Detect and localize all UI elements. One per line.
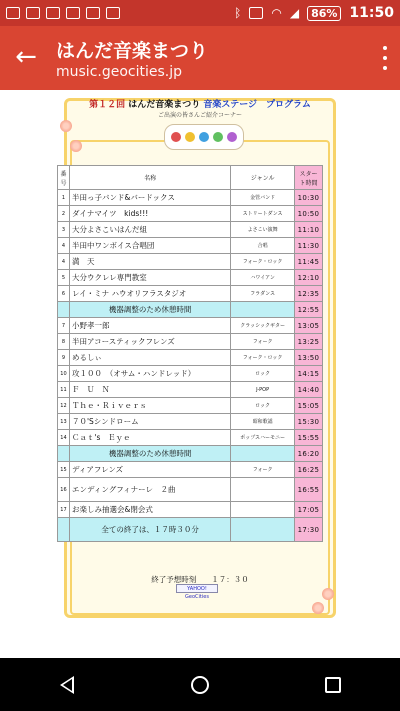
cell-genre: 昭和歌謡 xyxy=(231,414,295,430)
cell-genre: J-POP xyxy=(231,382,295,398)
cell-genre: 合唱 xyxy=(231,238,295,254)
cell-name: レイ・ミナ ハウオリフラスタジオ xyxy=(69,286,230,302)
nfc-icon xyxy=(249,7,263,19)
clock: 11:50 xyxy=(349,5,394,21)
cell-genre xyxy=(231,478,295,502)
cell-name: エンディングフィナーレ ２曲 xyxy=(69,478,230,502)
cell-genre: ハワイアン xyxy=(231,270,295,286)
header-no: 番号 xyxy=(58,166,70,190)
table-row xyxy=(58,430,323,446)
cell-start: 13:25 xyxy=(294,334,322,350)
overflow-menu-icon[interactable] xyxy=(380,46,390,70)
cell-start: 11:45 xyxy=(294,254,322,270)
program-table xyxy=(57,165,323,542)
cell-no: 9 xyxy=(58,350,70,366)
cell-start: 12:35 xyxy=(294,286,322,302)
cell-name: 大分よさこいはんだ組 xyxy=(69,222,230,238)
cell-genre: ストリートダンス xyxy=(231,206,295,222)
geocities-badge[interactable]: YAHOO! GeoCities xyxy=(176,584,218,593)
edition-number: 第１２回 xyxy=(89,100,126,110)
cell-genre: フォーク xyxy=(231,462,295,478)
table-row xyxy=(58,398,323,414)
cell-no: 17 xyxy=(58,502,70,518)
cell-name: 全ての終了は、１７時３０分 xyxy=(69,518,230,542)
home-circle-icon xyxy=(191,676,209,694)
flower-decoration xyxy=(322,588,334,600)
cell-start: 15:05 xyxy=(294,398,322,414)
recents-square-icon xyxy=(325,677,341,693)
estimated-end-time: 終了予想時刻 １７：３０ xyxy=(151,575,249,584)
cell-name: ダイナマイツ kids!!! xyxy=(69,206,230,222)
header-name: 名称 xyxy=(69,166,230,190)
bluetooth-icon: ᛒ xyxy=(234,6,242,20)
clipboard-icon xyxy=(66,7,80,19)
cell-name: 小野孝一郎 xyxy=(69,318,230,334)
cell-no: 1 xyxy=(58,190,70,206)
page-title: はんだ音楽まつり xyxy=(56,40,209,62)
cell-no: 10 xyxy=(58,366,70,382)
cell-no: 13 xyxy=(58,414,70,430)
home-nav-button[interactable] xyxy=(180,665,220,705)
cell-name: 大分ウクレレ専門教室 xyxy=(69,270,230,286)
cell-name: 機器調整のため休憩時間 xyxy=(69,302,230,318)
web-content[interactable] xyxy=(0,90,400,658)
app-icon xyxy=(86,7,100,19)
cell-genre xyxy=(231,302,295,318)
cell-genre xyxy=(231,518,295,542)
cell-start: 10:30 xyxy=(294,190,322,206)
battery-indicator: 86% xyxy=(307,6,341,21)
flower-decoration xyxy=(60,120,72,132)
table-row xyxy=(58,462,323,478)
cell-no xyxy=(58,302,70,318)
app-bar xyxy=(0,26,400,90)
back-nav-button[interactable] xyxy=(47,665,87,705)
table-row xyxy=(58,366,323,382)
table-row xyxy=(58,270,323,286)
cell-start: 15:30 xyxy=(294,414,322,430)
cell-no: 2 xyxy=(58,206,70,222)
program-heading xyxy=(0,97,400,110)
break-row xyxy=(58,302,323,318)
cell-genre xyxy=(231,502,295,518)
system-icons xyxy=(234,5,394,21)
cell-name: めるしぃ xyxy=(69,350,230,366)
table-row xyxy=(58,254,323,270)
cell-genre: フォーク・ロック xyxy=(231,254,295,270)
subheading: ご出演の皆さんご紹介コーナー xyxy=(157,112,242,119)
cell-start: 14:15 xyxy=(294,366,322,382)
cell-genre: フォーク xyxy=(231,334,295,350)
break-row xyxy=(58,446,323,462)
notification-icons xyxy=(6,7,120,19)
photo-icon xyxy=(26,7,40,19)
cell-no: 14 xyxy=(58,430,70,446)
cell-no: 12 xyxy=(58,398,70,414)
cell-name: Ｃａｔ's Ｅｙｅ xyxy=(69,430,230,446)
cell-start: 17:05 xyxy=(294,502,322,518)
cell-genre xyxy=(231,446,295,462)
cell-name: お楽しみ抽選会&閉会式 xyxy=(69,502,230,518)
cell-start: 17:30 xyxy=(294,518,322,542)
cell-genre: ロック xyxy=(231,398,295,414)
cell-start: 12:10 xyxy=(294,270,322,286)
table-row xyxy=(58,206,323,222)
recents-nav-button[interactable] xyxy=(313,665,353,705)
wifi-icon: ◠ xyxy=(271,6,282,20)
table-row xyxy=(58,286,323,302)
back-arrow-icon[interactable]: ← xyxy=(15,42,37,72)
page-url: music.geocities.jp xyxy=(56,64,183,80)
cell-name: 攻１００ （オサム・ハンドレッド） xyxy=(69,366,230,382)
cell-start: 16:20 xyxy=(294,446,322,462)
cell-genre: よさこい演舞 xyxy=(231,222,295,238)
header-start: スタート時間 xyxy=(294,166,322,190)
cell-start: 12:55 xyxy=(294,302,322,318)
cell-start: 11:10 xyxy=(294,222,322,238)
cell-no: 16 xyxy=(58,478,70,502)
cell-no: 7 xyxy=(58,318,70,334)
signal-icon: ◢ xyxy=(289,6,300,20)
cell-name: ７０'Sシンドローム xyxy=(69,414,230,430)
cell-no: 4 xyxy=(58,238,70,254)
animal-icon xyxy=(106,7,120,19)
table-row xyxy=(58,382,323,398)
back-triangle-icon xyxy=(60,676,74,694)
break-row xyxy=(58,518,323,542)
cell-genre: フォーク・ロック xyxy=(231,350,295,366)
cell-start: 16:25 xyxy=(294,462,322,478)
cell-name: Ｔｈｅ・Ｒｉｖｅｒｓ xyxy=(69,398,230,414)
table-row xyxy=(58,190,323,206)
message-icon xyxy=(6,7,20,19)
cell-name: 半田っ子バンド&バードックス xyxy=(69,190,230,206)
festival-logo xyxy=(164,124,244,150)
cell-start: 11:30 xyxy=(294,238,322,254)
festival-name: はんだ音楽まつり xyxy=(128,100,201,110)
navigation-bar xyxy=(0,658,400,711)
cell-genre: 金管バンド xyxy=(231,190,295,206)
cell-no: 11 xyxy=(58,382,70,398)
table-row xyxy=(58,350,323,366)
flower-decoration xyxy=(312,602,324,614)
table-row xyxy=(58,238,323,254)
header-genre: ジャンル xyxy=(231,166,295,190)
table-row xyxy=(58,318,323,334)
cell-start: 14:40 xyxy=(294,382,322,398)
table-row xyxy=(58,222,323,238)
table-row xyxy=(58,414,323,430)
cell-no: 4 xyxy=(58,254,70,270)
cell-name: 半田中ワンボイス合唱団 xyxy=(69,238,230,254)
status-bar xyxy=(0,0,400,26)
cell-name: Ｆ Ｕ Ｎ xyxy=(69,382,230,398)
cell-no xyxy=(58,518,70,542)
table-row xyxy=(58,478,323,502)
cell-no: 3 xyxy=(58,222,70,238)
cell-name: 機器調整のため休憩時間 xyxy=(69,446,230,462)
gallery-icon xyxy=(46,7,60,19)
cell-no: 6 xyxy=(58,286,70,302)
cell-genre: クラッシックギター xyxy=(231,318,295,334)
table-header-row xyxy=(58,166,323,190)
table-row xyxy=(58,502,323,518)
flower-decoration xyxy=(70,140,82,152)
cell-start: 13:50 xyxy=(294,350,322,366)
cell-no xyxy=(58,446,70,462)
cell-start: 15:55 xyxy=(294,430,322,446)
cell-genre: フラダンス xyxy=(231,286,295,302)
table-row xyxy=(58,334,323,350)
cell-genre: ポップスハーモニー xyxy=(231,430,295,446)
cell-no: 8 xyxy=(58,334,70,350)
cell-name: 満 天 xyxy=(69,254,230,270)
cell-no: 5 xyxy=(58,270,70,286)
cell-genre: ロック xyxy=(231,366,295,382)
cell-name: ディアフレンズ xyxy=(69,462,230,478)
program-label: 音楽ステージ プログラム xyxy=(203,100,311,110)
cell-start: 13:05 xyxy=(294,318,322,334)
cell-start: 10:50 xyxy=(294,206,322,222)
cell-start: 16:55 xyxy=(294,478,322,502)
cell-name: 半田アコースティックフレンズ xyxy=(69,334,230,350)
cell-no: 15 xyxy=(58,462,70,478)
